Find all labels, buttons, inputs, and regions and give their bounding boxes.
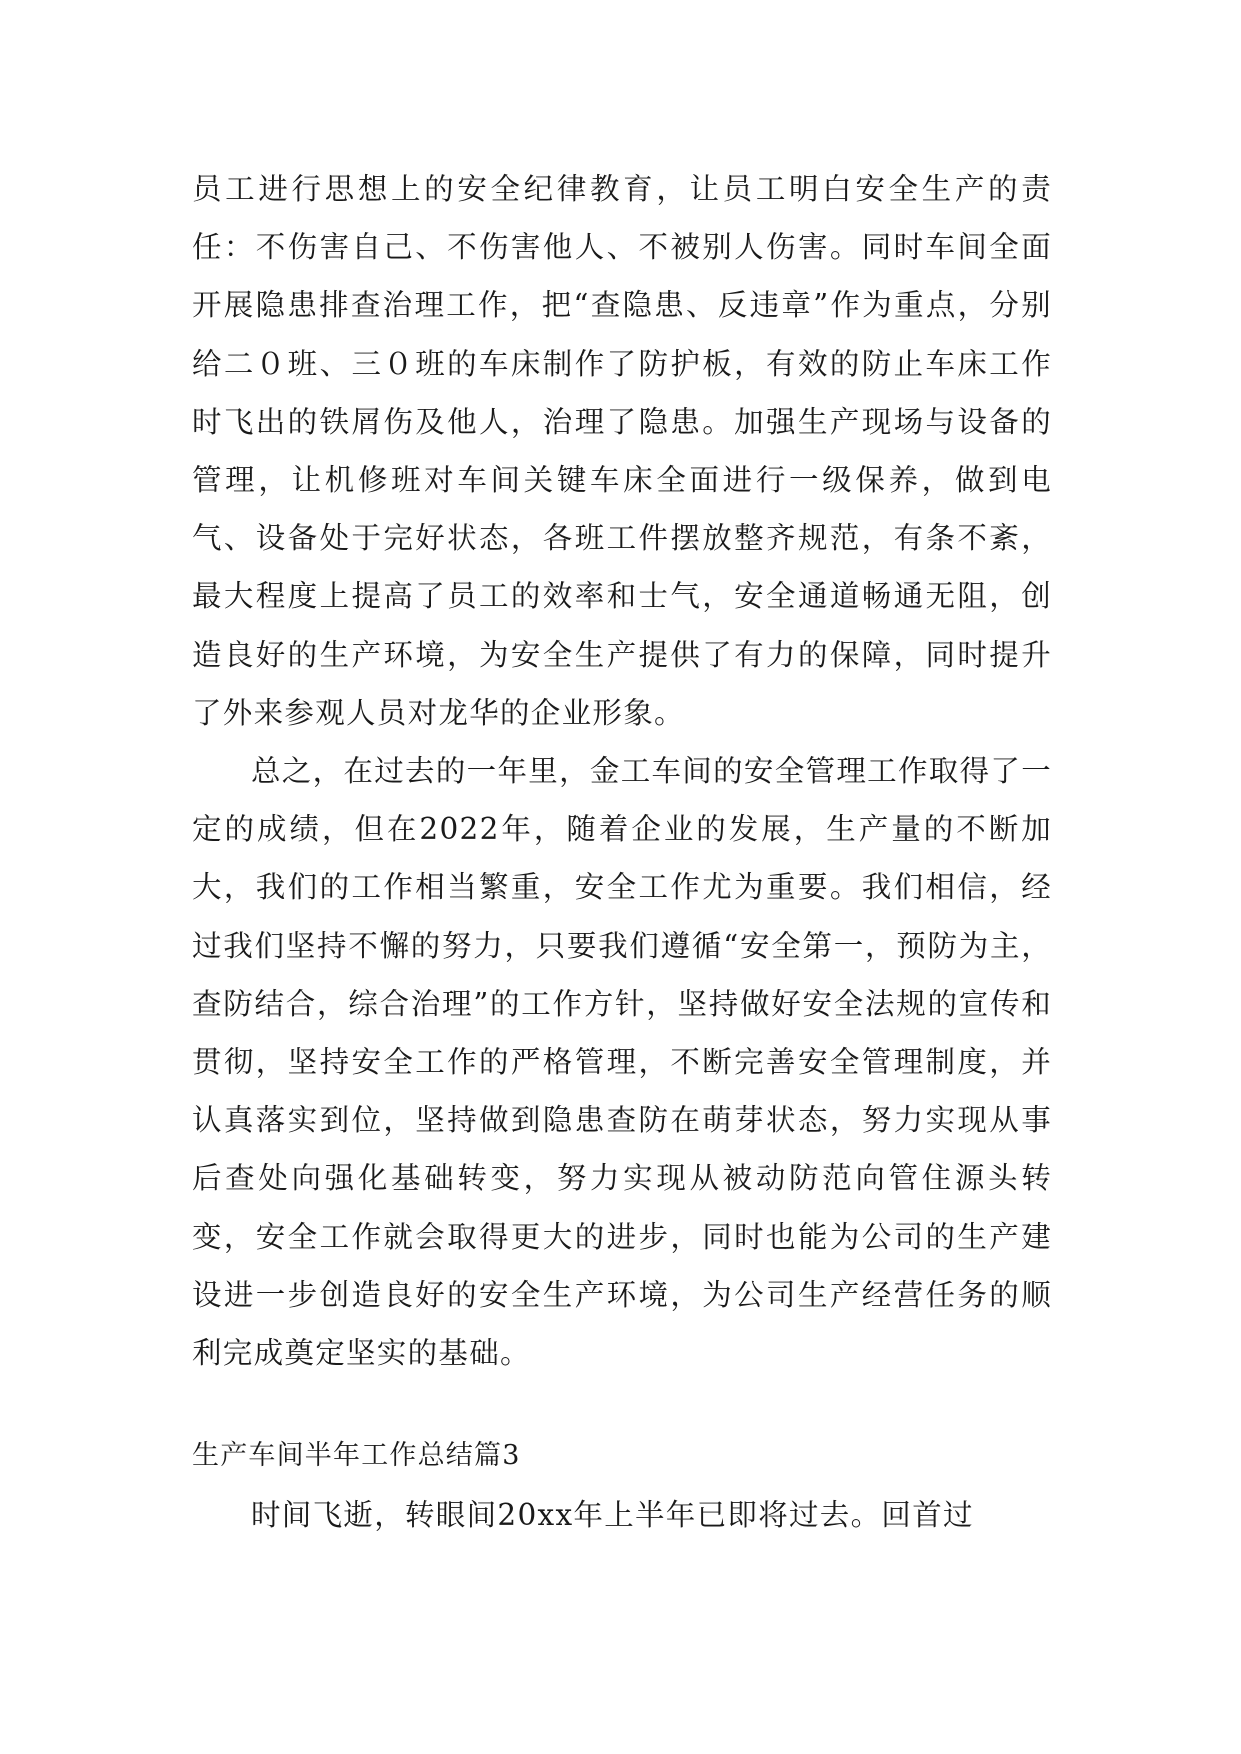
paragraph-summary: 总之，在过去的一年里，金工车间的安全管理工作取得了一定的成绩，但在2022年，随着企业的发展，生产量的不断加大，我们的工作相当繁重，安全工作尤为重要。我们相信，经过我们坚持不懈的努力，只要我们遵循“安全第一，预防为主，查防结合，综合治理”的工作方针，坚持做好安全法规的宣传和贯彻，坚持安全工作的严格管理，不断完善安全管理制度，并认真落实到位，坚持做到隐患查防在萌芽状态，努力实现从事后查处向强化基础转变，努力实现从被动防范向管住源头转变，安全工作就会取得更大的进步，同时也能为公司的生产建设进一步创造良好的安全生产环境，为公司生产经营任务的顺利完成奠定坚实的基础。: [192, 754, 1052, 1371]
paragraph-safety-education: 员工进行思想上的安全纪律教育，让员工明白安全生产的责任：不伤害自己、不伤害他人、不被别人伤害。同时车间全面开展隐患排查治理工作，把“查隐患、反违章”作为重点，分别给二０班、三０班的车床制作了防护板，有效的防止车床工作时飞出的铁屑伤及他人，治理了隐患。加强生产现场与设备的管理，让机修班对车间关键车床全面进行一级保养，做到电气、设备处于完好状态，各班工件摆放整齐规范，有条不紊，最大程度上提高了员工的效率和士气，安全通道畅通无阻，创造良好的生产环境，为安全生产提供了有力的保障，同时提升了外来参观人员对龙华的企业形象。: [192, 172, 1052, 730]
document-body: [192, 160, 1052, 1382]
section-heading: 生产车间半年工作总结篇3: [192, 1440, 521, 1471]
section-intro-paragraph: 时间飞逝，转眼间20xx年上半年已即将过去。回首过: [251, 1498, 974, 1532]
